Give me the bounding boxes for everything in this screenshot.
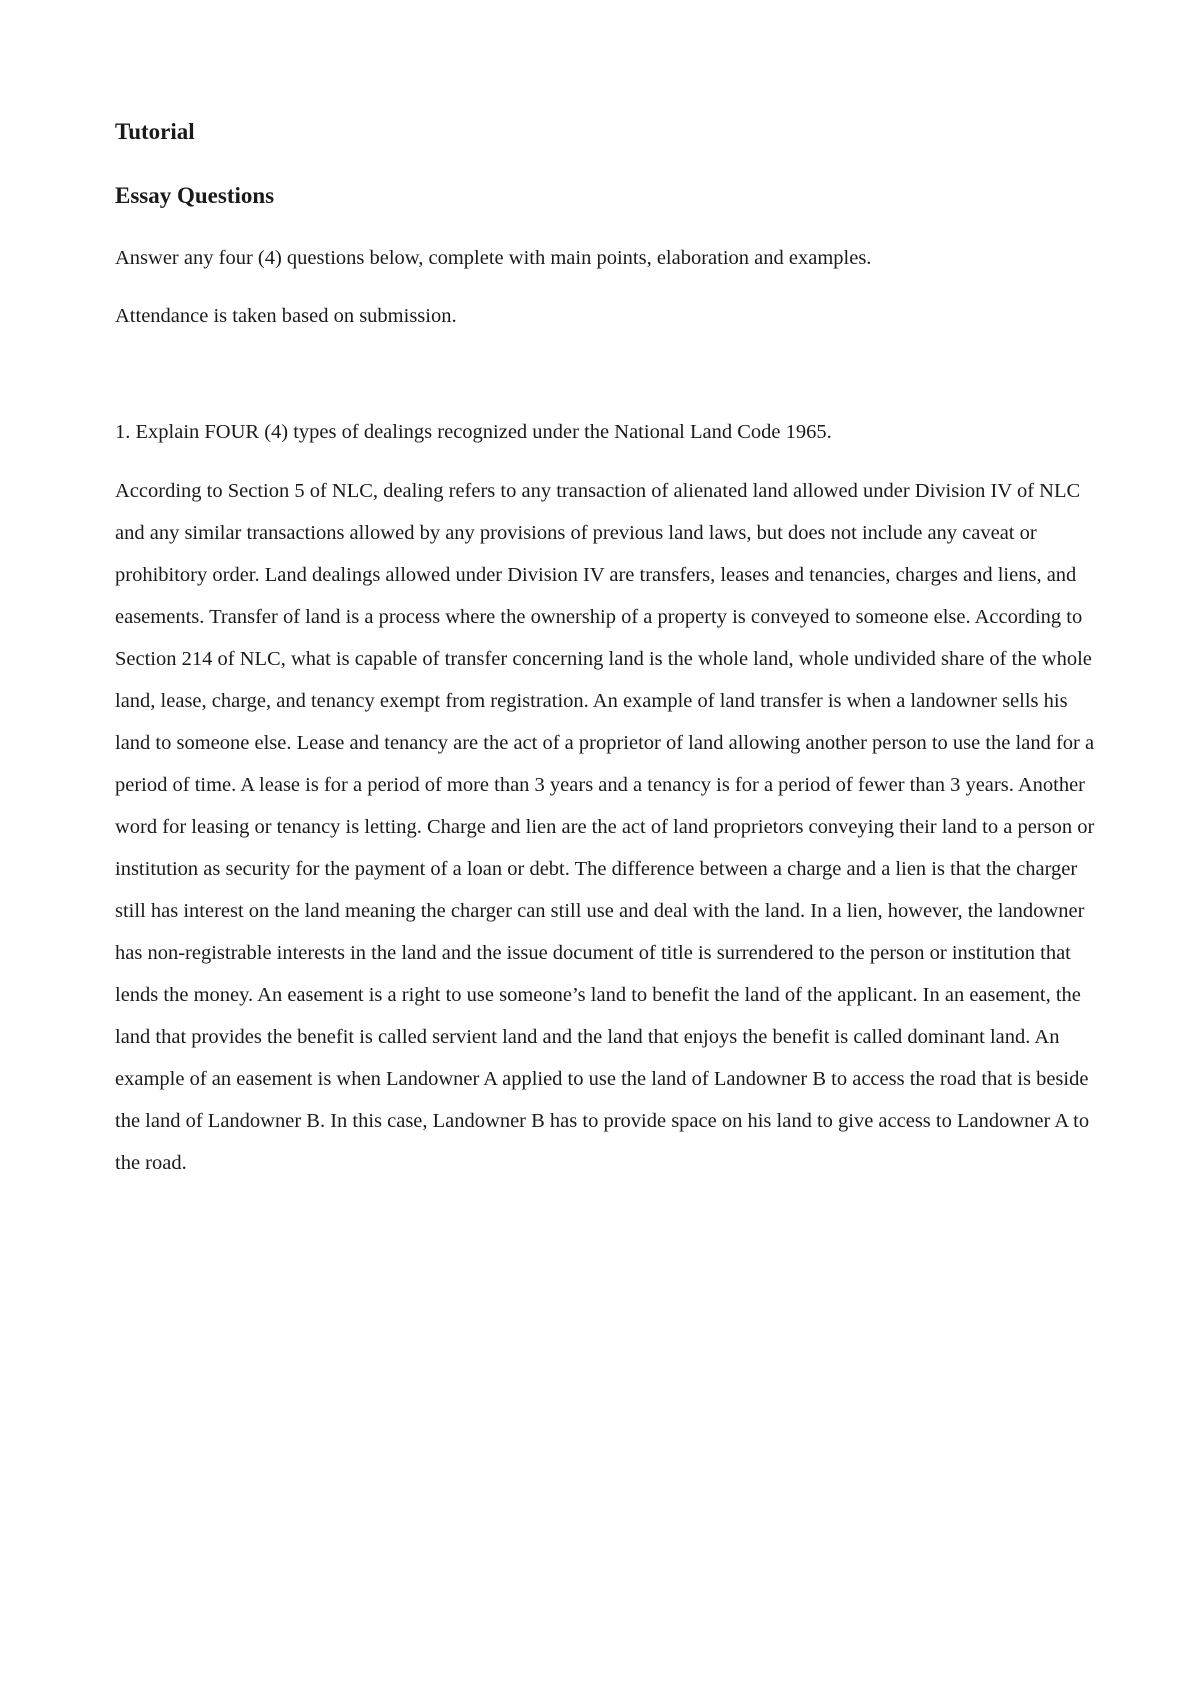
document-title: Tutorial — [115, 119, 195, 144]
question-1: 1. Explain FOUR (4) types of dealings recognized under the National Land Code 1965. — [115, 421, 832, 443]
instruction-text: Answer any four (4) questions below, complete with main points, elaboration and examples. — [115, 247, 872, 269]
document-content — [115, 112, 1095, 1184]
document-subtitle: Essay Questions — [115, 183, 275, 208]
answer-1: According to Section 5 of NLC, dealing refers to any transaction of alienated land allowed under Division IV of NLC and any similar transactions allowed by any provisions of previous land laws, but does not include any caveat or prohibitory order. Land dealings allowed under Division IV are transfers, leases and tenancies, charges and liens, and easements. Transfer of land is a process where the ownership of a property is conveyed to someone else. According to Section 214 of NLC, what is capable of transfer concerning land is the whole land, whole undivided share of the whole land, lease, charge, and tenancy exempt from registration. An example of land transfer is when a landowner sells his land to someone else. Lease and tenancy are the act of a proprietor of land allowing another person to use the land for a period of time. A lease is for a period of more than 3 years and a tenancy is for a period of fewer than 3 years. Another word for leasing or tenancy is letting. Charge and lien are the act of land proprietors conveying their land to a person or institution as security for the payment of a loan or debt. The difference between a charge and a lien is that the charger still has interest on the land meaning the charger can still use and deal with the land. In a lien, however, the landowner has non-registrable interests in the land and the issue document of title is surrendered to the person or institution that lends the money. An easement is a right to use someone’s land to benefit the land of the applicant. In an easement, the land that provides the benefit is called servient land and the land that enjoys the benefit is called dominant land. An example of an easement is when Landowner A applied to use the land of Landowner B to access the road that is beside the land of Landowner B. In this case, Landowner B has to provide space on his land to give access to Landowner A to the road. — [115, 480, 1095, 1174]
attendance-note: Attendance is taken based on submission. — [115, 305, 457, 327]
